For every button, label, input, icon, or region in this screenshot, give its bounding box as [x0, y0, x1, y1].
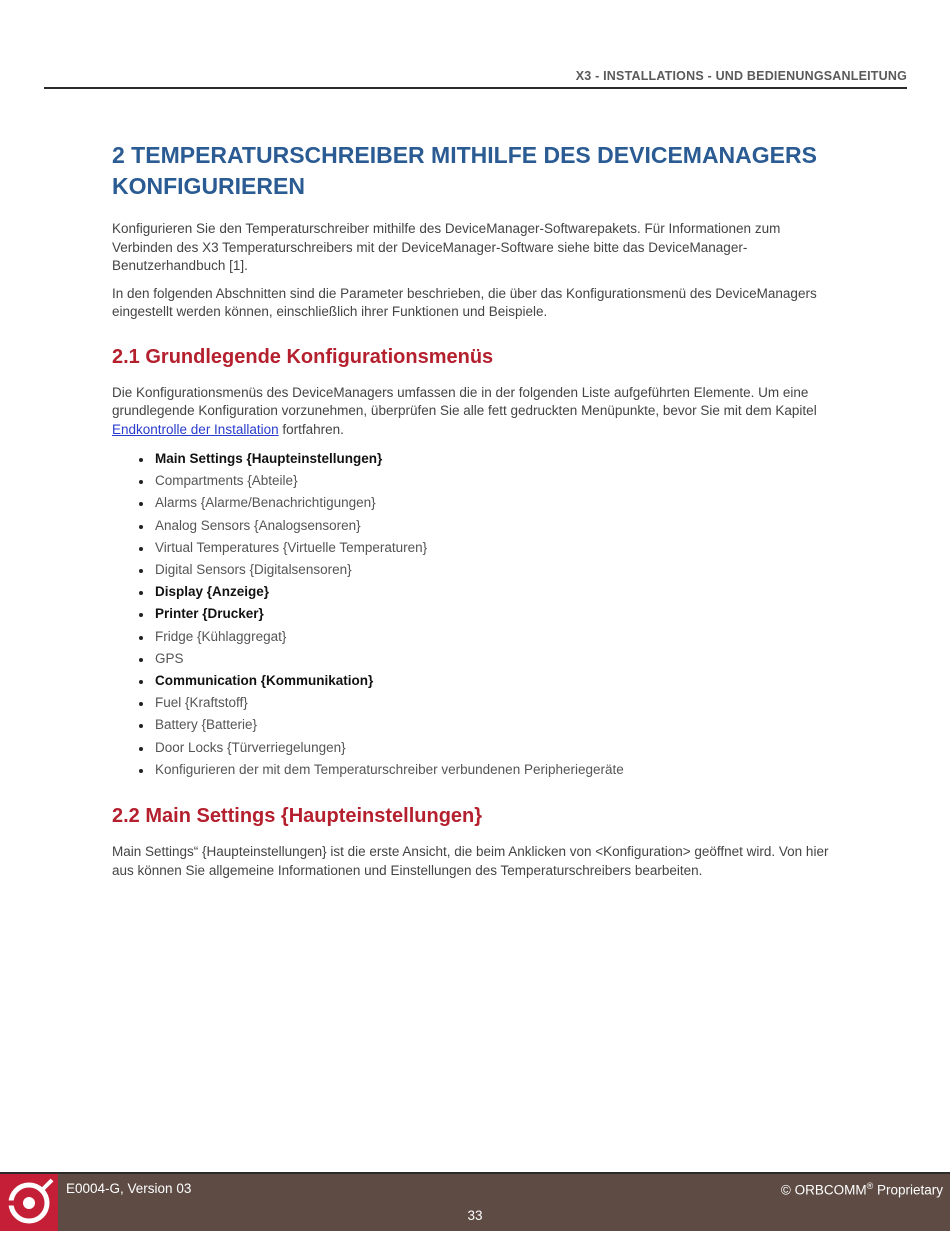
section-2-1-intro-text: Die Konfigurationsmenüs des DeviceManagers umfassen die in der folgenden Liste aufgeführten Elemente. Um eine grundlegende Konfiguration vorzunehmen, überprüfen Sie alle fett gedruckten Menüpunkte, bevor Sie mit dem Kapitel [112, 384, 817, 418]
menu-list-item: Communication {Kommunikation} [112, 670, 842, 692]
menu-list-item: Fridge {Kühlaggregat} [112, 626, 842, 648]
section-2-1-title: 2.1 Grundlegende Konfigurationsmenüs [112, 345, 494, 368]
copyright-prefix: © ORBCOMM [780, 1182, 867, 1198]
chapter-intro-paragraph: Konfigurieren Sie den Temperaturschreiber mithilfe des DeviceManager-Softwarepakets. Für Informationen zum Verbinden des X3 Temperaturschreibers mit der DeviceManager-Software siehe bitte das DeviceManager-Benutzerhandbuch [1]. [112, 221, 781, 273]
section-2-2-paragraph: Main Settings“ {Haupteinstellungen} ist die erste Ansicht, die beim Anklicken von <Konfiguration> geöffnet wird. Von hier aus können Sie allgemeine Informationen und Einstellungen des Temperaturschreibers bearbeiten. [112, 844, 829, 878]
copyright-suffix: Proprietary [873, 1182, 943, 1198]
menu-list-item: Konfigurieren der mit dem Temperaturschreiber verbundenen Peripheriegeräte [112, 759, 842, 781]
menu-list-item: Fuel {Kraftstoff} [112, 692, 842, 714]
page-content [112, 140, 842, 889]
chapter-title: 2 TEMPERATURSCHREIBER MITHILFE DES DEVICEMANAGERS KONFIGURIEREN [112, 142, 817, 199]
chapter-parameters-paragraph: In den folgenden Abschnitten sind die Parameter beschrieben, die über das Konfigurationsmenü des DeviceManagers eingestellt werden können, einschließlich ihrer Funktionen und Beispiele. [112, 285, 817, 319]
menu-list-item: Printer {Drucker} [112, 603, 842, 625]
installation-check-link[interactable]: Endkontrolle der Installation [112, 421, 279, 437]
section-2-2-title: 2.2 Main Settings {Haupteinstellungen} [112, 805, 483, 828]
menu-list-item: Battery {Batterie} [112, 714, 842, 736]
menu-list-item: Compartments {Abteile} [112, 470, 842, 492]
section-2-1-intro [112, 384, 842, 440]
running-header: X3 - INSTALLATIONS - UND BEDIENUNGSANLEITUNG [575, 69, 907, 83]
registered-mark: ® [866, 1181, 874, 1191]
menu-list-item: GPS [112, 648, 842, 670]
document-version: E0004-G, Version 03 [66, 1181, 192, 1196]
menu-list-item: Virtual Temperatures {Virtuelle Temperaturen} [112, 537, 842, 559]
menu-list-item: Analog Sensors {Analogsensoren} [112, 515, 842, 537]
header-rule [44, 87, 907, 89]
menu-list-item: Digital Sensors {Digitalsensoren} [112, 559, 842, 581]
config-menu-list [112, 448, 842, 781]
menu-list-item: Main Settings {Haupteinstellungen} [112, 448, 842, 470]
page-footer [0, 1172, 950, 1231]
copyright-notice [781, 1181, 943, 1198]
section-2-1-intro-end: fortfahren. [278, 421, 344, 437]
page-number: 33 [467, 1208, 483, 1223]
menu-list-item: Display {Anzeige} [112, 581, 842, 603]
menu-list-item: Door Locks {Türverriegelungen} [112, 737, 842, 759]
menu-list-item: Alarms {Alarme/Benachrichtigungen} [112, 492, 842, 514]
